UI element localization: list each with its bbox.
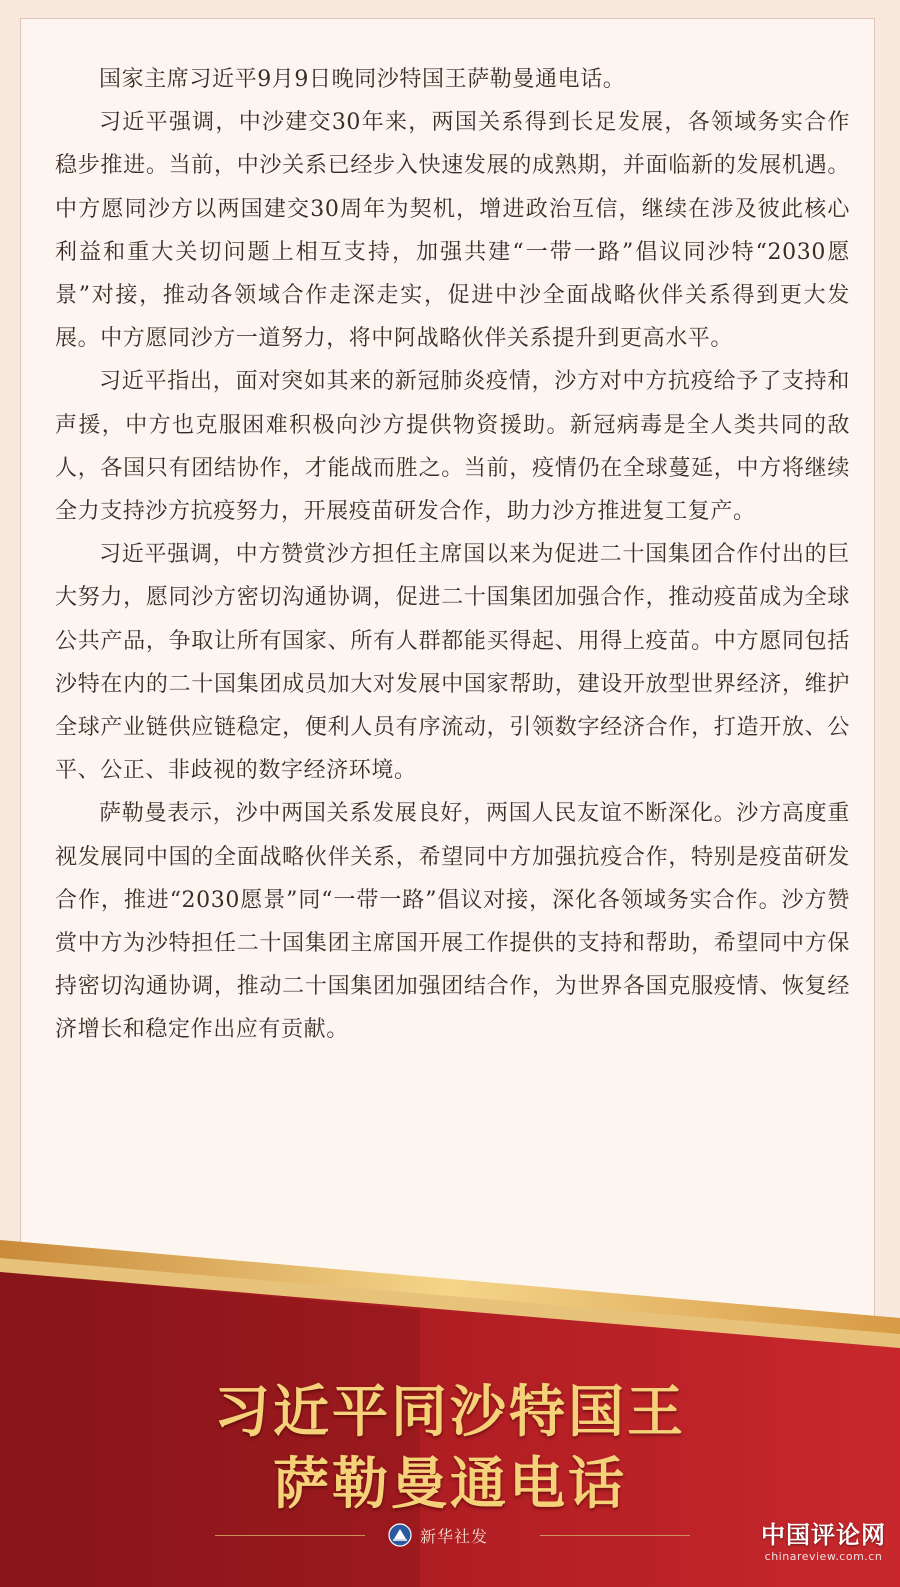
xinhua-globe-icon [388,1523,412,1547]
article-body [55,58,850,1052]
credit-text: 新华社发 [420,1526,489,1546]
paragraph-5: 萨勒曼表示，沙中两国关系发展良好，两国人民友谊不断深化。沙方高度重视发展同中国的全面战略伙伴关系，希望同中方加强抗疫合作，特别是疫苗研发合作，推进“2030愿景”同“一带一路”倡议对接，深化各领域务实合作。沙方赞赏中方为沙特担任二十国集团主席国开展工作提供的支持和帮助，希望同中方保持密切沟通协调，推动二十国集团加强团结合作，为世界各国克服疫情、恢复经济增长和稳定作出应有贡献。 [55,801,850,1043]
divider-right [540,1535,690,1536]
watermark-url: chinareview.com.cn [764,1550,883,1563]
headline-line-1: 习近平同沙特国王 [214,1379,686,1445]
divider-left [215,1535,365,1536]
paragraph-1: 国家主席习近平9月9日晚同沙特国王萨勒曼通电话。 [99,67,626,92]
paragraph-3: 习近平指出，面对突如其来的新冠肺炎疫情，沙方对中方抗疫给予了支持和声援，中方也克服困难积极向沙方提供物资援助。新冠病毒是全人类共同的敌人，各国只有团结协作，才能战而胜之。当前，疫情仍在全球蔓延，中方将继续全力支持沙方抗疫努力，开展疫苗研发合作，助力沙方推进复工复产。 [55,369,850,525]
headline-line-2: 萨勒曼通电话 [273,1451,627,1517]
source-credit [388,1523,488,1547]
watermark-name: 中国评论网 [761,1521,886,1549]
paragraph-4: 习近平强调，中方赞赏沙方担任主席国以来为促进二十国集团合作付出的巨大努力，愿同沙方密切沟通协调，促进二十国集团加强合作，推动疫苗成为全球公共产品，争取让所有国家、所有人群都能买得起、用得上疫苗。中方愿同包括沙特在内的二十国集团成员加大对发展中国家帮助，建设开放型世界经济，维护全球产业链供应链稳定，便利人员有序流动，引领数字经济合作，打造开放、公平、公正、非歧视的数字经济环境。 [55,542,850,784]
watermark [761,1515,886,1563]
paragraph-2: 习近平强调，中沙建交30年来，两国关系得到长足发展，各领域务实合作稳步推进。当前，中沙关系已经步入快速发展的成熟期，并面临新的发展机遇。中方愿同沙方以两国建交30周年为契机，增进政治互信，继续在涉及彼此核心利益和重大关切问题上相互支持，加强共建“一带一路”倡议同沙特“2030愿景”对接，推动各领域合作走深走实，促进中沙全面战略伙伴关系得到更大发展。中方愿同沙方一道努力，将中阿战略伙伴关系提升到更高水平。 [55,110,850,352]
